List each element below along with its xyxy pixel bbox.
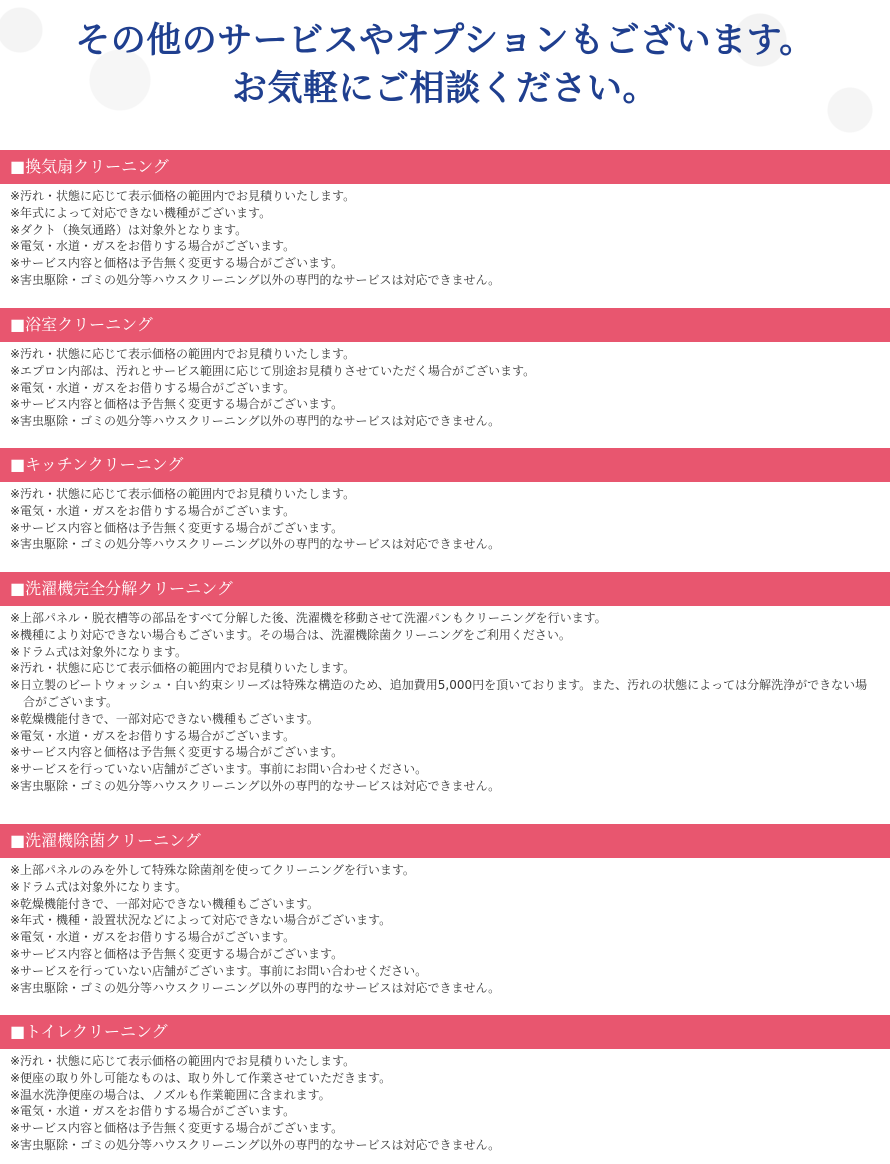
note-item: ※ドラム式は対象外になります。 (10, 644, 187, 659)
section-notes-washer-full (10, 610, 870, 795)
note-item: ※電気・水道・ガスをお借りする場合がございます。 (10, 728, 296, 743)
note-item: ※電気・水道・ガスをお借りする場合がございます。 (10, 503, 296, 518)
note-item: ※サービスを行っていない店舗がございます。事前にお問い合わせください。 (10, 762, 428, 777)
note-item: ※汚れ・状態に応じて表示価格の範囲内でお見積りいたします。 (10, 487, 356, 501)
section-notes-washer-sanitize (10, 862, 870, 996)
headline-line-2: お気軽にご相談ください。 (231, 69, 658, 109)
note-item: ※日立製のビートウォッシュ・白い約束シリーズは特殊な構造のため、追加費用5,000円を頂いております。また、汚れの状態によっては分解洗浄ができない場合がございます。 (10, 678, 868, 709)
section-notes-fan (10, 188, 870, 289)
note-item: ※サービス内容と価格は予告無く変更する場合がございます。 (10, 745, 344, 760)
note-item: ※電気・水道・ガスをお借りする場合がございます。 (10, 380, 296, 395)
note-item: ※サービス内容と価格は予告無く変更する場合がございます。 (10, 1121, 344, 1136)
note-item: ※電気・水道・ガスをお借りする場合がございます。 (10, 239, 296, 254)
note-item: ※汚れ・状態に応じて表示価格の範囲内でお見積りいたします。 (10, 1054, 356, 1068)
note-item: ※害虫駆除・ゴミの処分等ハウスクリーニング以外の専門的なサービスは対応できません。 (10, 272, 501, 287)
note-item: ※機種により対応できない場合もございます。その場合は、洗濯機除菌クリーニングをご利用ください。 (10, 627, 571, 642)
note-item: ※乾燥機能付きで、一部対応できない機種もございます。 (10, 711, 319, 726)
section-title-bathroom: ■浴室クリーニング (0, 308, 890, 342)
section-title-kitchen: ■キッチンクリーニング (0, 448, 890, 482)
note-item: ※電気・水道・ガスをお借りする場合がございます。 (10, 930, 296, 945)
note-item: ※年式・機種・設置状況などによって対応できない場合がございます。 (10, 913, 392, 928)
headline-line-1: その他のサービスやオプションもございます。 (75, 21, 815, 61)
note-item: ※汚れ・状態に応じて表示価格の範囲内でお見積りいたします。 (10, 189, 356, 203)
note-item: ※害虫駆除・ゴミの処分等ハウスクリーニング以外の専門的なサービスは対応できません。 (10, 980, 501, 995)
section-title-washer-sanitize: ■洗濯機除菌クリーニング (0, 824, 890, 858)
note-item: ※便座の取り外し可能なものは、取り外して作業させていただきます。 (10, 1070, 392, 1085)
note-item: ※サービス内容と価格は予告無く変更する場合がございます。 (10, 946, 344, 961)
note-item: ※ダクト（換気通路）は対象外となります。 (10, 222, 248, 237)
note-item: ※害虫駆除・ゴミの処分等ハウスクリーニング以外の専門的なサービスは対応できません。 (10, 1137, 501, 1152)
section-title-fan: ■換気扇クリーニング (0, 150, 890, 184)
hero-banner (0, 0, 890, 140)
note-item: ※ドラム式は対象外になります。 (10, 879, 187, 894)
section-title-washer-full: ■洗濯機完全分解クリーニング (0, 572, 890, 606)
note-item: ※害虫駆除・ゴミの処分等ハウスクリーニング以外の専門的なサービスは対応できません。 (10, 414, 501, 429)
note-item: ※乾燥機能付きで、一部対応できない機種もございます。 (10, 896, 319, 911)
section-notes-kitchen (10, 486, 870, 553)
note-item: ※電気・水道・ガスをお借りする場合がございます。 (10, 1104, 296, 1119)
note-item: ※サービス内容と価格は予告無く変更する場合がございます。 (10, 256, 344, 271)
note-item: ※温水洗浄便座の場合は、ノズルも作業範囲に含まれます。 (10, 1087, 331, 1102)
note-item: ※サービス内容と価格は予告無く変更する場合がございます。 (10, 520, 344, 535)
note-item: ※サービス内容と価格は予告無く変更する場合がございます。 (10, 397, 344, 412)
section-notes-toilet (10, 1053, 870, 1154)
note-item: ※上部パネルのみを外して特殊な除菌剤を使ってクリーニングを行います。 (10, 863, 415, 877)
note-item: ※サービスを行っていない店舗がございます。事前にお問い合わせください。 (10, 963, 428, 978)
note-item: ※害虫駆除・ゴミの処分等ハウスクリーニング以外の専門的なサービスは対応できません。 (10, 778, 501, 793)
note-item: ※害虫駆除・ゴミの処分等ハウスクリーニング以外の専門的なサービスは対応できません。 (10, 537, 501, 552)
note-item: ※汚れ・状態に応じて表示価格の範囲内でお見積りいたします。 (10, 347, 356, 361)
section-title-toilet: ■トイレクリーニング (0, 1015, 890, 1049)
section-notes-bathroom (10, 346, 870, 430)
note-item: ※上部パネル・脱衣槽等の部品をすべて分解した後、洗濯機を移動させて洗濯パンもクリーニングを行います。 (10, 611, 607, 625)
note-item: ※エプロン内部は、汚れとサービス範囲に応じて別途お見積りさせていただく場合がございます。 (10, 363, 536, 378)
note-item: ※汚れ・状態に応じて表示価格の範囲内でお見積りいたします。 (10, 661, 356, 676)
note-item: ※年式によって対応できない機種がございます。 (10, 205, 272, 220)
